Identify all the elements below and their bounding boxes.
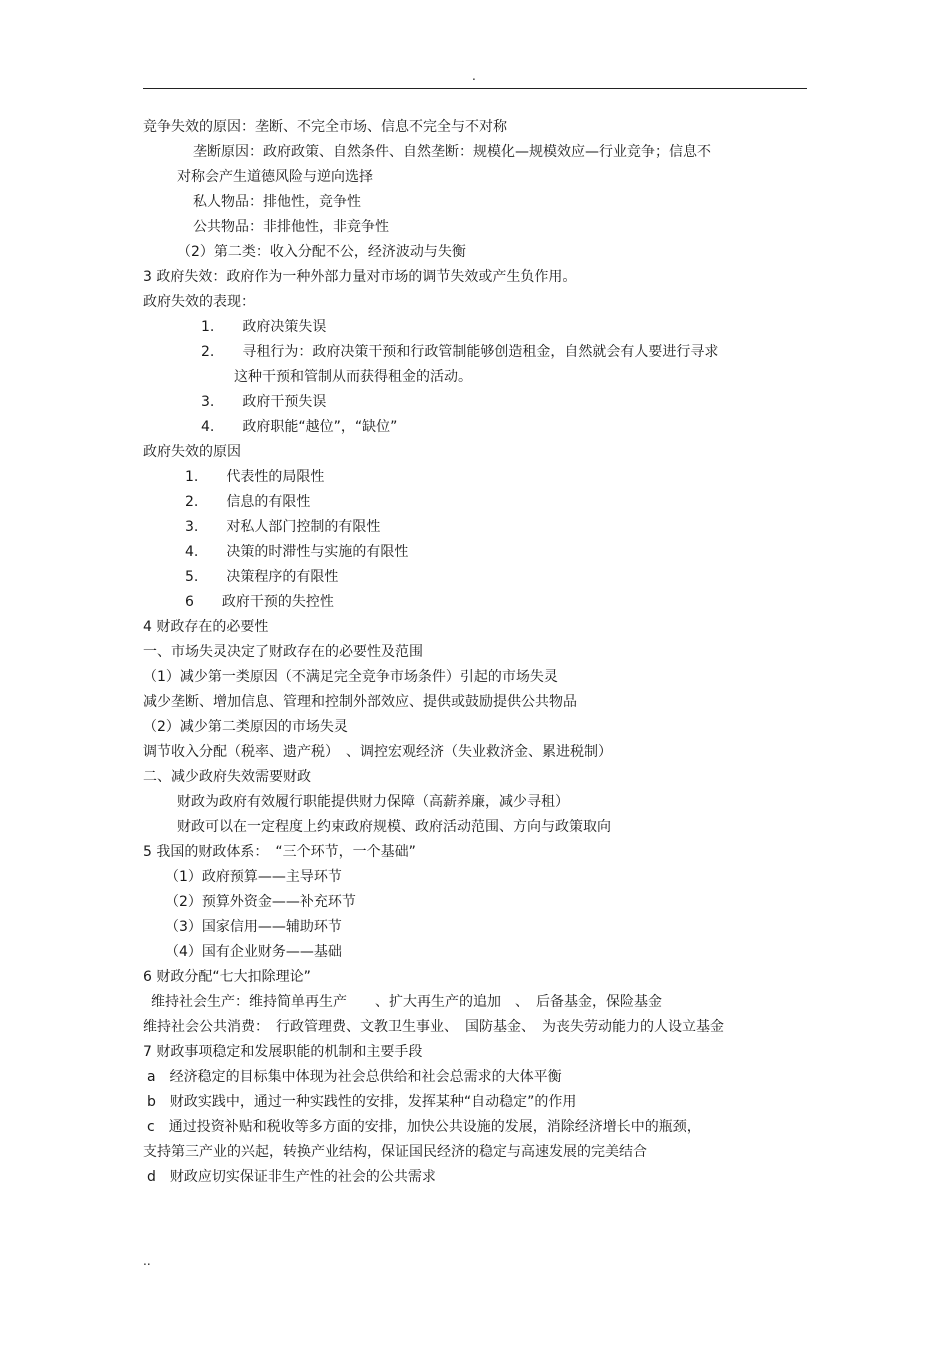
text-line: 调节收入分配（税率、遗产税） 、调控宏观经济（失业救济金、累进税制） bbox=[143, 744, 612, 760]
section-heading: 6 财政分配“七大扣除理论” bbox=[143, 969, 311, 985]
footer-mark: .. bbox=[143, 1254, 151, 1268]
section-heading: 7 财政事项稳定和发展职能的机制和主要手段 bbox=[143, 1044, 423, 1060]
text-line: 维持社会生产：维持简单再生产 、扩大再生产的追加 、 后备基金，保险基金 bbox=[151, 994, 662, 1010]
text-line: 维持社会公共消费： 行政管理费、文教卫生事业、 国防基金、 为丧失劳动能力的人设立基金 bbox=[143, 1019, 724, 1035]
list-item: 5. 决策程序的有限性 bbox=[185, 569, 339, 585]
list-item: d 财政应切实保证非生产性的社会的公共需求 bbox=[147, 1169, 436, 1185]
text-line: 财政可以在一定程度上约束政府规模、政府活动范围、方向与政策取向 bbox=[177, 819, 611, 835]
list-item: （2）预算外资金——补充环节 bbox=[165, 894, 356, 910]
header-mark: . bbox=[472, 69, 476, 83]
section-heading: 4 财政存在的必要性 bbox=[143, 619, 269, 635]
list-item: （1）政府预算——主导环节 bbox=[165, 869, 342, 885]
list-item: 3. 对私人部门控制的有限性 bbox=[185, 519, 381, 535]
list-item: 2. 信息的有限性 bbox=[185, 494, 311, 510]
text-line: 垄断原因：政府政策、自然条件、自然垄断：规模化—规模效应—行业竞争；信息不 bbox=[193, 144, 711, 160]
list-item: 4. 政府职能“越位”，“缺位” bbox=[201, 419, 398, 435]
text-line: 财政为政府有效履行职能提供财力保障（高薪养廉，减少寻租） bbox=[177, 794, 569, 810]
list-item: 1. 代表性的局限性 bbox=[185, 469, 325, 485]
header-rule bbox=[143, 88, 807, 89]
text-line: （2）第二类：收入分配不公，经济波动与失衡 bbox=[177, 244, 466, 260]
list-item: 4. 决策的时滞性与实施的有限性 bbox=[185, 544, 409, 560]
list-item: 1. 政府决策失误 bbox=[201, 319, 327, 335]
list-item: （4）国有企业财务——基础 bbox=[165, 944, 342, 960]
list-item: 6 政府干预的失控性 bbox=[185, 594, 334, 610]
text-line: 政府失效的表现： bbox=[143, 294, 255, 310]
text-line: 对称会产生道德风险与逆向选择 bbox=[177, 169, 373, 185]
list-item: 3. 政府干预失误 bbox=[201, 394, 327, 410]
text-line: 3 政府失效：政府作为一种外部力量对市场的调节失效或产生负作用。 bbox=[143, 269, 577, 285]
text-line: （2）减少第二类原因的市场失灵 bbox=[143, 719, 348, 735]
text-line: （1）减少第一类原因（不满足完全竞争市场条件）引起的市场失灵 bbox=[143, 669, 558, 685]
text-line: 二、减少政府失效需要财政 bbox=[143, 769, 311, 785]
section-heading: 5 我国的财政体系： “三个环节，一个基础” bbox=[143, 844, 416, 860]
list-item: 2. 寻租行为：政府决策干预和行政管制能够创造租金，自然就会有人要进行寻求 bbox=[201, 344, 719, 360]
list-item: c 通过投资补贴和税收等多方面的安排，加快公共设施的发展，消除经济增长中的瓶颈， bbox=[147, 1119, 701, 1135]
list-item: a 经济稳定的目标集中体现为社会总供给和社会总需求的大体平衡 bbox=[147, 1069, 562, 1085]
text-line: 一、市场失灵决定了财政存在的必要性及范围 bbox=[143, 644, 423, 660]
text-line: 公共物品：非排他性，非竞争性 bbox=[193, 219, 389, 235]
list-item: （3）国家信用——辅助环节 bbox=[165, 919, 342, 935]
text-line: 政府失效的原因 bbox=[143, 444, 241, 460]
text-line: 支持第三产业的兴起，转换产业结构，保证国民经济的稳定与高速发展的完美结合 bbox=[143, 1144, 647, 1160]
list-item: b 财政实践中，通过一种实践性的安排，发挥某种“自动稳定”的作用 bbox=[147, 1094, 577, 1110]
text-line: 这种干预和管制从而获得租金的活动。 bbox=[234, 369, 472, 385]
text-line: 私人物品：排他性，竞争性 bbox=[193, 194, 361, 210]
text-line: 竞争失效的原因：垄断、不完全市场、信息不完全与不对称 bbox=[143, 119, 507, 135]
text-line: 减少垄断、增加信息、管理和控制外部效应、提供或鼓励提供公共物品 bbox=[143, 694, 577, 710]
